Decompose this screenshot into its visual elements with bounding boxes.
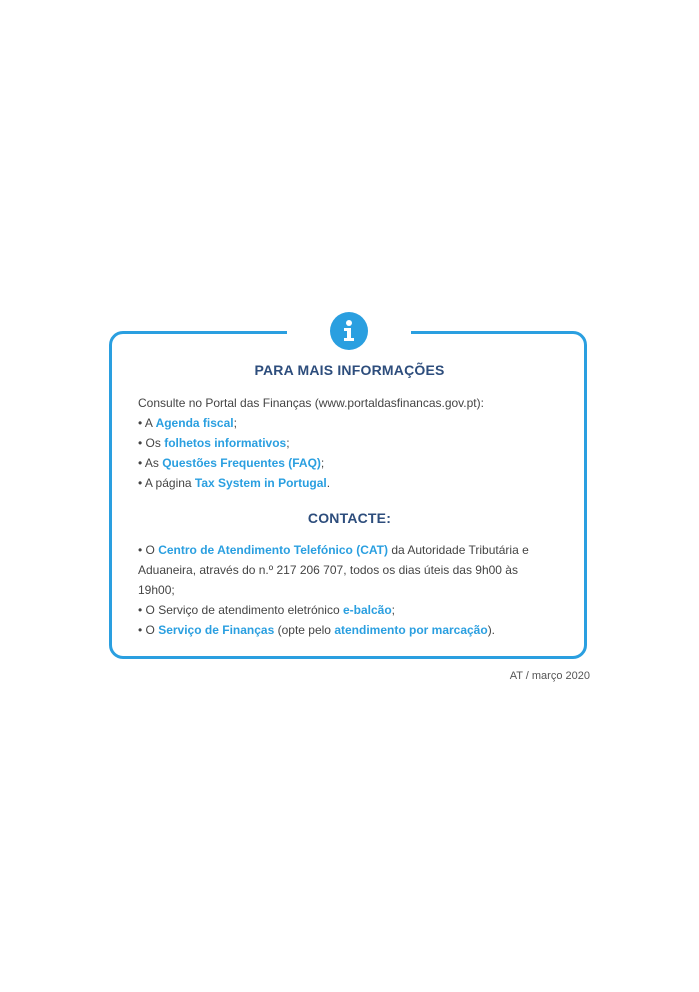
contact-item-ebalcao: • O Serviço de atendimento eletrónico e-balcão; <box>138 603 396 617</box>
e-balcao-link[interactable]: e-balcão <box>342 603 392 617</box>
info-title: PARA MAIS INFORMAÇÕES <box>254 362 445 378</box>
servico-financas-link[interactable]: Serviço de Finanças <box>158 623 275 637</box>
list-item: • A página Tax System in Portugal. <box>138 476 331 490</box>
contact-item-cat: • O Centro de Atendimento Telefónico (CAT) da Autoridade Tributária e Aduaneira, através do n.º 217 206 707, todos os dias úteis das 9h00 às 19h00; <box>138 543 529 597</box>
contact-title: CONTACTE: <box>307 510 392 526</box>
agenda-fiscal-link[interactable]: Agenda fiscal <box>155 416 234 430</box>
cat-link[interactable]: Centro de Atendimento Telefónico (CAT) <box>158 543 388 557</box>
faq-link[interactable]: Questões Frequentes (FAQ) <box>162 456 321 470</box>
footer-note: AT / março 2020 <box>509 670 590 682</box>
info-list <box>138 393 558 493</box>
info-icon <box>330 312 368 350</box>
tax-system-link[interactable]: Tax System in Portugal <box>194 476 327 490</box>
list-item: • As Questões Frequentes (FAQ); <box>138 456 325 470</box>
list-item: • Os folhetos informativos; <box>138 436 290 450</box>
atendimento-marcacao-link[interactable]: atendimento por marcação <box>334 623 488 637</box>
contact-list <box>138 540 558 640</box>
contact-item-servico: • O Serviço de Finanças (opte pelo atendimento por marcação). <box>138 623 496 637</box>
list-item: • A Agenda fiscal; <box>138 416 237 430</box>
folhetos-link[interactable]: folhetos informativos <box>164 436 287 450</box>
intro-text: Consulte no Portal das Finanças (www.portaldasfinancas.gov.pt): <box>138 396 484 410</box>
